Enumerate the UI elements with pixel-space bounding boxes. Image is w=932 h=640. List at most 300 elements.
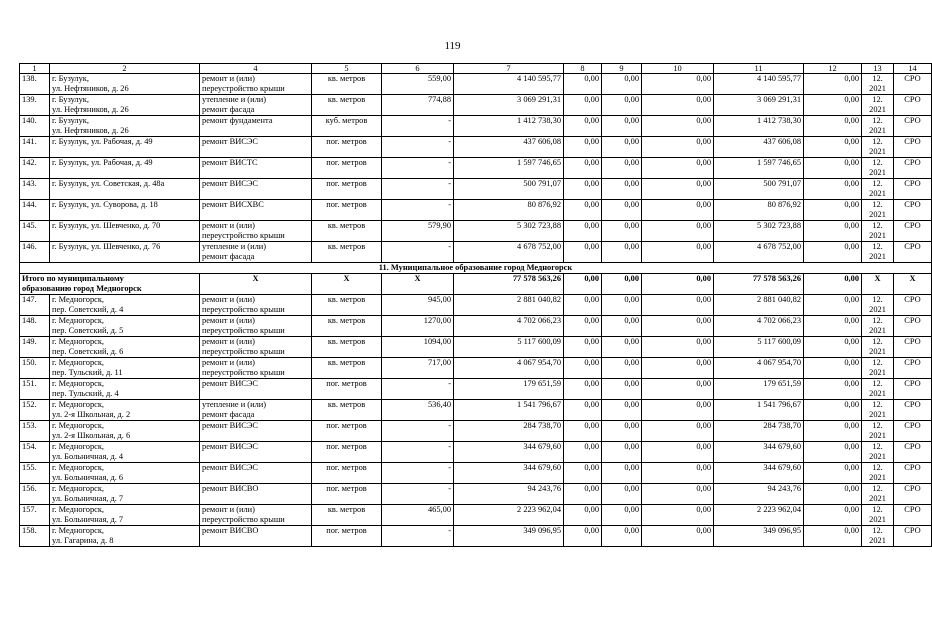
- work-type-cell: [200, 358, 312, 379]
- col9-cell: 0,00: [602, 421, 642, 442]
- col-header-8: 8: [564, 64, 602, 74]
- date-cell: [862, 442, 894, 463]
- address-cell: [50, 158, 200, 179]
- address-line: г. Медногорск,: [52, 463, 105, 472]
- volume-cell: -: [382, 242, 454, 263]
- org-cell: СРО: [894, 158, 932, 179]
- address-line: ул. Больничная, д. 6: [52, 472, 124, 482]
- total-cost-cell: 5 117 600,09: [454, 337, 564, 358]
- address-cell: [50, 337, 200, 358]
- table-row: [20, 316, 932, 337]
- col11-cell: 80 876,92: [714, 200, 804, 221]
- col8-cell: 0,00: [564, 242, 602, 263]
- address-line: ул. Гагарина, д. 8: [52, 535, 114, 545]
- unit-cell: кв. метров: [312, 74, 382, 95]
- work-type-line: ремонт и (или): [202, 337, 255, 346]
- address-cell: [50, 137, 200, 158]
- table-row: [20, 358, 932, 379]
- org-cell: СРО: [894, 421, 932, 442]
- volume-cell: 717,00: [382, 358, 454, 379]
- col11-cell: 2 881 040,82: [714, 295, 804, 316]
- total-cost-cell: 3 069 291,31: [454, 95, 564, 116]
- col8-cell: 0,00: [564, 442, 602, 463]
- work-type-cell: [200, 179, 312, 200]
- col10-cell: 0,00: [642, 179, 714, 200]
- date-cell: [862, 179, 894, 200]
- col10-cell: 0,00: [642, 358, 714, 379]
- address-line: г. Медногорск,: [52, 484, 105, 493]
- work-type-line: ремонт ВИСХВС: [202, 200, 264, 209]
- work-type-line: переустройство крыши: [202, 346, 285, 356]
- col11-cell: 4 067 954,70: [714, 358, 804, 379]
- work-type-line: ремонт ВИСЭС: [202, 463, 258, 472]
- col11-cell: 284 738,70: [714, 421, 804, 442]
- table-row: [20, 221, 932, 242]
- total-c9-cell: 0,00: [602, 274, 642, 295]
- date-cell: [862, 295, 894, 316]
- address-cell: [50, 400, 200, 421]
- work-type-line: ремонт фасада: [202, 104, 255, 114]
- org-cell: СРО: [894, 295, 932, 316]
- address-cell: [50, 74, 200, 95]
- col11-cell: 500 791,07: [714, 179, 804, 200]
- col11-cell: 3 069 291,31: [714, 95, 804, 116]
- org-cell: СРО: [894, 116, 932, 137]
- org-cell: СРО: [894, 221, 932, 242]
- unit-cell: пог. метров: [312, 200, 382, 221]
- date-line: 2021: [869, 251, 886, 261]
- date-cell: [862, 242, 894, 263]
- work-type-cell: [200, 379, 312, 400]
- unit-cell: пог. метров: [312, 526, 382, 547]
- col-header-10: 10: [642, 64, 714, 74]
- address-line: пер. Тульский, д. 11: [52, 367, 123, 377]
- org-cell: СРО: [894, 137, 932, 158]
- col12-cell: 0,00: [804, 74, 862, 95]
- col11-cell: 2 223 962,04: [714, 505, 804, 526]
- total-cost-cell: 344 679,60: [454, 463, 564, 484]
- date-line: 2021: [869, 493, 886, 503]
- col-header-11: 11: [714, 64, 804, 74]
- col12-cell: 0,00: [804, 95, 862, 116]
- col8-cell: 0,00: [564, 200, 602, 221]
- volume-cell: 536,40: [382, 400, 454, 421]
- address-line: г. Медногорск,: [52, 421, 105, 430]
- address-cell: [50, 358, 200, 379]
- row-number-cell: 145.: [20, 221, 50, 242]
- address-line: ул. Больничная, д. 4: [52, 451, 124, 461]
- date-line: 2021: [869, 346, 886, 356]
- col10-cell: 0,00: [642, 400, 714, 421]
- address-line: пер. Советский, д. 4: [52, 304, 124, 314]
- org-cell: СРО: [894, 95, 932, 116]
- total-cost-cell: 284 738,70: [454, 421, 564, 442]
- total-cost-cell: 4 702 066,23: [454, 316, 564, 337]
- row-number-cell: 143.: [20, 179, 50, 200]
- row-number-cell: 158.: [20, 526, 50, 547]
- org-cell: СРО: [894, 179, 932, 200]
- address-line: ул. Больничная, д. 7: [52, 514, 124, 524]
- col8-cell: 0,00: [564, 316, 602, 337]
- total-cost-cell: 5 302 723,88: [454, 221, 564, 242]
- volume-cell: -: [382, 137, 454, 158]
- unit-cell: кв. метров: [312, 295, 382, 316]
- volume-cell: -: [382, 421, 454, 442]
- org-cell: СРО: [894, 74, 932, 95]
- col8-cell: 0,00: [564, 484, 602, 505]
- address-line: г. Бузулук, ул. Рабочая, д. 49: [52, 137, 153, 146]
- unit-cell: кв. метров: [312, 505, 382, 526]
- total-cost-cell: 80 876,92: [454, 200, 564, 221]
- org-cell: СРО: [894, 358, 932, 379]
- table-row: [20, 379, 932, 400]
- total-cost-cell: 4 067 954,70: [454, 358, 564, 379]
- volume-cell: 945,00: [382, 295, 454, 316]
- volume-cell: 774,88: [382, 95, 454, 116]
- col10-cell: 0,00: [642, 463, 714, 484]
- col12-cell: 0,00: [804, 358, 862, 379]
- address-line: г. Бузулук, ул. Рабочая, д. 49: [52, 158, 153, 167]
- volume-cell: 559,00: [382, 74, 454, 95]
- col12-cell: 0,00: [804, 505, 862, 526]
- column-number-row: [20, 64, 932, 74]
- date-line: 2021: [869, 472, 886, 482]
- col10-cell: 0,00: [642, 337, 714, 358]
- col-header-14: 14: [894, 64, 932, 74]
- volume-cell: -: [382, 484, 454, 505]
- work-type-line: ремонт ВИСВО: [202, 526, 259, 535]
- date-line: 12.: [872, 95, 883, 104]
- row-number-cell: 141.: [20, 137, 50, 158]
- row-number-cell: 149.: [20, 337, 50, 358]
- date-line: 12.: [872, 484, 883, 493]
- work-type-line: переустройство крыши: [202, 230, 285, 240]
- work-type-line: ремонт ВИСВО: [202, 484, 259, 493]
- table-row: [20, 116, 932, 137]
- work-type-cell: [200, 221, 312, 242]
- date-line: 12.: [872, 442, 883, 451]
- work-type-cell: [200, 400, 312, 421]
- volume-cell: 1094,00: [382, 337, 454, 358]
- date-line: 12.: [872, 316, 883, 325]
- work-type-line: ремонт и (или): [202, 316, 255, 325]
- table-row: [20, 421, 932, 442]
- date-cell: [862, 526, 894, 547]
- address-cell: [50, 295, 200, 316]
- address-line: пер. Советский, д. 6: [52, 346, 124, 356]
- date-line: 12.: [872, 221, 883, 230]
- col12-cell: 0,00: [804, 179, 862, 200]
- col12-cell: 0,00: [804, 379, 862, 400]
- unit-cell: пог. метров: [312, 137, 382, 158]
- table-row: [20, 179, 932, 200]
- unit-cell: пог. метров: [312, 179, 382, 200]
- org-cell: СРО: [894, 484, 932, 505]
- total-c4-cell: X: [200, 274, 312, 295]
- date-line: 12.: [872, 379, 883, 388]
- col10-cell: 0,00: [642, 379, 714, 400]
- col12-cell: 0,00: [804, 200, 862, 221]
- org-cell: СРО: [894, 505, 932, 526]
- col8-cell: 0,00: [564, 179, 602, 200]
- unit-cell: куб. метров: [312, 116, 382, 137]
- date-line: 12.: [872, 526, 883, 535]
- total-cost-cell: 1 541 796,67: [454, 400, 564, 421]
- col12-cell: 0,00: [804, 158, 862, 179]
- col9-cell: 0,00: [602, 158, 642, 179]
- date-line: 12.: [872, 421, 883, 430]
- volume-cell: -: [382, 200, 454, 221]
- work-type-line: утепление и (или): [202, 95, 267, 104]
- address-cell: [50, 95, 200, 116]
- col-header-5: 5: [312, 64, 382, 74]
- col10-cell: 0,00: [642, 316, 714, 337]
- total-cost-cell: 2 881 040,82: [454, 295, 564, 316]
- volume-cell: -: [382, 442, 454, 463]
- col9-cell: 0,00: [602, 442, 642, 463]
- row-number-cell: 157.: [20, 505, 50, 526]
- col10-cell: 0,00: [642, 221, 714, 242]
- work-type-line: утепление и (или): [202, 400, 267, 409]
- date-line: 12.: [872, 137, 883, 146]
- table-row: [20, 484, 932, 505]
- work-type-cell: [200, 200, 312, 221]
- col9-cell: 0,00: [602, 337, 642, 358]
- address-line: пер. Тульский, д. 4: [52, 388, 119, 398]
- row-number-cell: 148.: [20, 316, 50, 337]
- col9-cell: 0,00: [602, 116, 642, 137]
- work-type-line: ремонт ВИСТС: [202, 158, 258, 167]
- work-type-line: ремонт и (или): [202, 221, 255, 230]
- work-type-cell: [200, 95, 312, 116]
- table-body: [20, 64, 932, 547]
- address-cell: [50, 179, 200, 200]
- unit-cell: кв. метров: [312, 400, 382, 421]
- total-cost-cell: 1 412 738,30: [454, 116, 564, 137]
- col9-cell: 0,00: [602, 379, 642, 400]
- date-cell: [862, 484, 894, 505]
- date-line: 2021: [869, 409, 886, 419]
- date-line: 2021: [869, 104, 886, 114]
- col10-cell: 0,00: [642, 442, 714, 463]
- unit-cell: кв. метров: [312, 242, 382, 263]
- address-line: г. Медногорск,: [52, 526, 105, 535]
- col9-cell: 0,00: [602, 200, 642, 221]
- date-line: 2021: [869, 83, 886, 93]
- date-cell: [862, 379, 894, 400]
- col9-cell: 0,00: [602, 526, 642, 547]
- col-header-7: 7: [454, 64, 564, 74]
- address-line: г. Бузулук, ул. Шевченко, д. 70: [52, 221, 161, 230]
- col-header-6: 6: [382, 64, 454, 74]
- date-line: 12.: [872, 463, 883, 472]
- date-line: 12.: [872, 400, 883, 409]
- date-line: 12.: [872, 74, 883, 83]
- date-line: 2021: [869, 367, 886, 377]
- unit-cell: пог. метров: [312, 463, 382, 484]
- col8-cell: 0,00: [564, 421, 602, 442]
- total-row: [20, 274, 932, 295]
- col8-cell: 0,00: [564, 158, 602, 179]
- col-header-13: 13: [862, 64, 894, 74]
- row-number-cell: 155.: [20, 463, 50, 484]
- address-line: г. Бузулук, ул. Суворова, д. 18: [52, 200, 158, 209]
- address-line: г. Бузулук, ул. Советская, д. 48а: [52, 179, 165, 188]
- col11-cell: 344 679,60: [714, 442, 804, 463]
- address-line: г. Бузулук, ул. Шевченко, д. 76: [52, 242, 161, 251]
- work-type-line: ремонт и (или): [202, 505, 255, 514]
- address-cell: [50, 221, 200, 242]
- row-number-cell: 138.: [20, 74, 50, 95]
- table-row: [20, 74, 932, 95]
- col-header-2: 2: [50, 64, 200, 74]
- unit-cell: кв. метров: [312, 221, 382, 242]
- work-type-line: переустройство крыши: [202, 367, 285, 377]
- work-type-cell: [200, 316, 312, 337]
- unit-cell: кв. метров: [312, 337, 382, 358]
- date-cell: [862, 116, 894, 137]
- work-type-line: ремонт и (или): [202, 295, 255, 304]
- col12-cell: 0,00: [804, 463, 862, 484]
- col12-cell: 0,00: [804, 242, 862, 263]
- col-header-12: 12: [804, 64, 862, 74]
- org-cell: СРО: [894, 400, 932, 421]
- address-line: ул. Нефтяников, д. 26: [52, 104, 129, 114]
- unit-cell: кв. метров: [312, 95, 382, 116]
- col11-cell: 1 597 746,65: [714, 158, 804, 179]
- unit-cell: пог. метров: [312, 379, 382, 400]
- volume-cell: -: [382, 379, 454, 400]
- work-type-cell: [200, 337, 312, 358]
- date-line: 2021: [869, 514, 886, 524]
- work-type-cell: [200, 421, 312, 442]
- org-cell: СРО: [894, 242, 932, 263]
- date-line: 12.: [872, 158, 883, 167]
- date-cell: [862, 505, 894, 526]
- date-line: 12.: [872, 505, 883, 514]
- address-cell: [50, 316, 200, 337]
- col10-cell: 0,00: [642, 526, 714, 547]
- date-line: 2021: [869, 388, 886, 398]
- col10-cell: 0,00: [642, 242, 714, 263]
- col10-cell: 0,00: [642, 95, 714, 116]
- address-cell: [50, 463, 200, 484]
- row-number-cell: 144.: [20, 200, 50, 221]
- col10-cell: 0,00: [642, 137, 714, 158]
- work-type-cell: [200, 295, 312, 316]
- address-line: ул. Нефтяников, д. 26: [52, 125, 129, 135]
- address-line: г. Медногорск,: [52, 295, 105, 304]
- col8-cell: 0,00: [564, 295, 602, 316]
- row-number-cell: 151.: [20, 379, 50, 400]
- work-type-cell: [200, 505, 312, 526]
- table-row: [20, 505, 932, 526]
- address-line: ул. 2-я Школьная, д. 2: [52, 409, 131, 419]
- col11-cell: 5 117 600,09: [714, 337, 804, 358]
- total-c6-cell: X: [382, 274, 454, 295]
- col9-cell: 0,00: [602, 137, 642, 158]
- date-line: 2021: [869, 146, 886, 156]
- work-type-line: ремонт фундамента: [202, 116, 273, 125]
- total-c8-cell: 0,00: [564, 274, 602, 295]
- col11-cell: 179 651,59: [714, 379, 804, 400]
- col10-cell: 0,00: [642, 505, 714, 526]
- date-cell: [862, 421, 894, 442]
- col11-cell: 4 702 066,23: [714, 316, 804, 337]
- volume-cell: -: [382, 158, 454, 179]
- col8-cell: 0,00: [564, 95, 602, 116]
- col10-cell: 0,00: [642, 421, 714, 442]
- work-type-line: ремонт ВИСЭС: [202, 421, 258, 430]
- address-cell: [50, 116, 200, 137]
- works-table: [19, 63, 932, 547]
- col11-cell: 4 678 752,00: [714, 242, 804, 263]
- org-cell: СРО: [894, 316, 932, 337]
- date-cell: [862, 463, 894, 484]
- col8-cell: 0,00: [564, 463, 602, 484]
- col10-cell: 0,00: [642, 484, 714, 505]
- row-number-cell: 142.: [20, 158, 50, 179]
- table-row: [20, 400, 932, 421]
- table-row: [20, 337, 932, 358]
- work-type-line: ремонт и (или): [202, 74, 255, 83]
- volume-cell: -: [382, 526, 454, 547]
- address-line: г. Медногорск,: [52, 358, 105, 367]
- work-type-cell: [200, 74, 312, 95]
- total-cost-cell: 4 140 595,77: [454, 74, 564, 95]
- col10-cell: 0,00: [642, 295, 714, 316]
- total-c14-cell: X: [894, 274, 932, 295]
- col11-cell: 344 679,60: [714, 463, 804, 484]
- total-cost-cell: 349 096,95: [454, 526, 564, 547]
- org-cell: СРО: [894, 526, 932, 547]
- work-type-line: ремонт ВИСЭС: [202, 137, 258, 146]
- work-type-line: переустройство крыши: [202, 304, 285, 314]
- col12-cell: 0,00: [804, 221, 862, 242]
- address-line: г. Медногорск,: [52, 379, 105, 388]
- unit-cell: пог. метров: [312, 484, 382, 505]
- date-line: 2021: [869, 125, 886, 135]
- col11-cell: 349 096,95: [714, 526, 804, 547]
- col8-cell: 0,00: [564, 358, 602, 379]
- address-cell: [50, 484, 200, 505]
- work-type-line: утепление и (или): [202, 242, 267, 251]
- total-cost-cell: 500 791,07: [454, 179, 564, 200]
- work-type-line: ремонт ВИСЭС: [202, 379, 258, 388]
- date-cell: [862, 74, 894, 95]
- table-row: [20, 463, 932, 484]
- address-line: ул. Нефтяников, д. 26: [52, 83, 129, 93]
- total-label-cell: [20, 274, 200, 295]
- table-row: [20, 137, 932, 158]
- col9-cell: 0,00: [602, 316, 642, 337]
- volume-cell: 465,00: [382, 505, 454, 526]
- address-cell: [50, 421, 200, 442]
- date-cell: [862, 337, 894, 358]
- col12-cell: 0,00: [804, 484, 862, 505]
- col11-cell: 4 140 595,77: [714, 74, 804, 95]
- work-type-line: ремонт фасада: [202, 409, 255, 419]
- table-row: [20, 95, 932, 116]
- total-c12-cell: 0,00: [804, 274, 862, 295]
- col10-cell: 0,00: [642, 200, 714, 221]
- row-number-cell: 152.: [20, 400, 50, 421]
- org-cell: СРО: [894, 463, 932, 484]
- volume-cell: -: [382, 179, 454, 200]
- row-number-cell: 153.: [20, 421, 50, 442]
- date-line: 2021: [869, 325, 886, 335]
- col9-cell: 0,00: [602, 95, 642, 116]
